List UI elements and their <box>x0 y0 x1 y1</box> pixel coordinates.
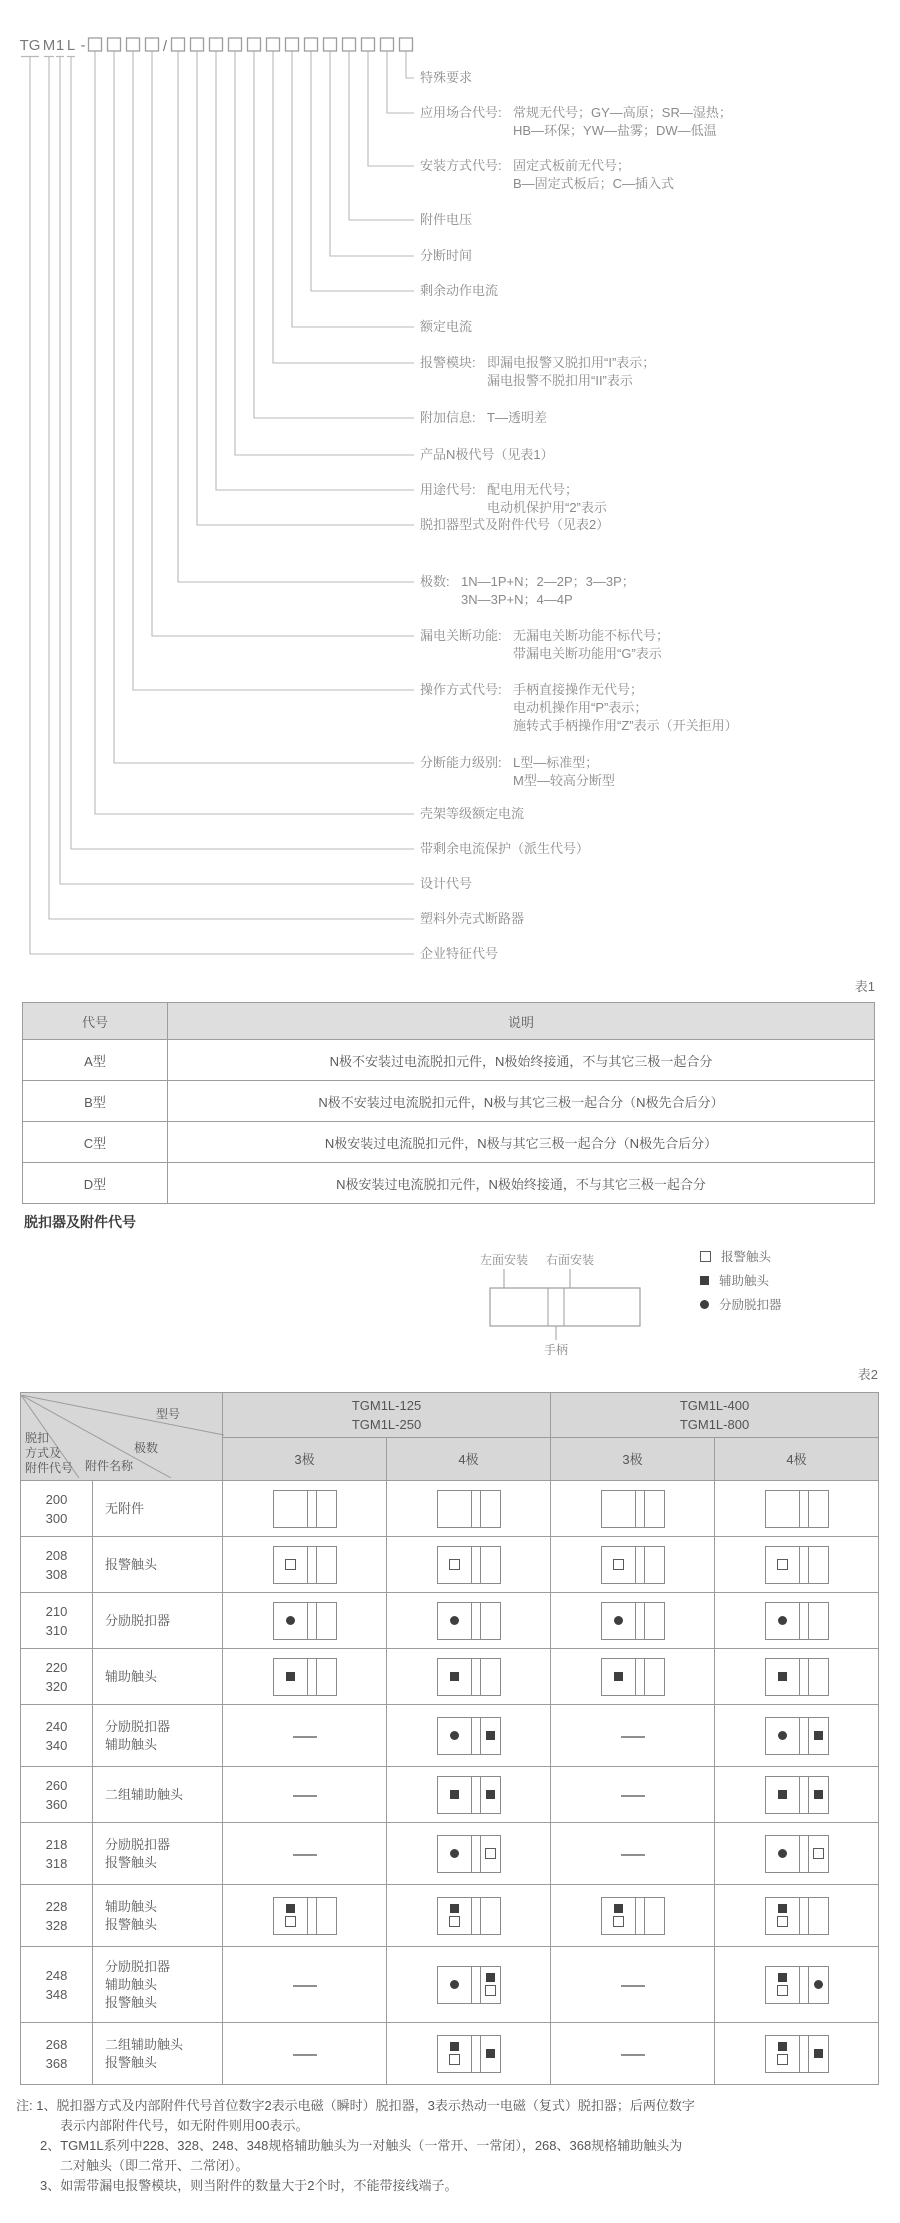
breaker-symbol-box <box>765 1776 829 1814</box>
table1-cell: C型 <box>23 1122 168 1163</box>
code-label <box>387 52 732 139</box>
symbol-cell <box>715 1481 879 1537</box>
symbol-cell <box>387 1537 551 1593</box>
table2-row <box>21 1649 879 1705</box>
aux-symbol <box>486 1973 495 1982</box>
aux-symbol <box>286 1672 295 1681</box>
aux-symbol <box>486 2049 495 2058</box>
dash <box>621 1795 645 1797</box>
note-line: 表示内部附件代号，如无附件则用00表示。 <box>60 2118 309 2133</box>
code-box <box>89 38 102 51</box>
aux-symbol <box>286 1904 295 1913</box>
aux-symbol <box>614 1672 623 1681</box>
legend-label: 分励脱扣器 <box>719 1298 782 1312</box>
alarm-symbol <box>449 1916 460 1927</box>
breaker-symbol-box <box>437 1490 501 1528</box>
code-label-desc: 固定式板前无代号； <box>513 158 631 173</box>
accessory-code-cell: 218 318 <box>21 1823 93 1885</box>
code-slash: / <box>162 38 168 55</box>
code-label-desc: 带漏电关断功能用“G”表示 <box>513 646 662 661</box>
symbol-cell <box>715 2023 879 2085</box>
table2-row <box>21 1823 879 1885</box>
aux-symbol <box>814 2049 823 2058</box>
code-label-title: 剩余动作电流 <box>420 283 499 298</box>
code-box <box>324 38 337 51</box>
symbol-cell <box>551 1823 715 1885</box>
code-box <box>229 38 242 51</box>
symbol-cell <box>551 1767 715 1823</box>
dash <box>293 1854 317 1856</box>
accessory-code-cell: 210 310 <box>21 1593 93 1649</box>
symbol-cell <box>551 1649 715 1705</box>
corner-model-label: 型号 <box>156 1407 181 1421</box>
breaker-symbol-box <box>765 1602 829 1640</box>
legend-label: 辅助触头 <box>719 1274 770 1288</box>
aux-symbol <box>778 1973 787 1982</box>
symbol-cell <box>223 1649 387 1705</box>
code-label-desc: HB—环保；YW—盐雾；DW—低温 <box>513 123 717 138</box>
accessory-name-cell: 辅助触头 <box>93 1649 223 1705</box>
code-label <box>60 57 472 891</box>
alarm-symbol <box>613 1559 624 1570</box>
code-char: 1 <box>55 37 65 54</box>
code-label-title: 漏电关断功能: <box>420 628 502 643</box>
table2-row <box>21 1481 879 1537</box>
accessory-name-cell: 分励脱扣器 <box>93 1593 223 1649</box>
code-char: TG <box>19 37 41 54</box>
dash <box>621 1985 645 1987</box>
handle-label: 手柄 <box>544 1343 569 1357</box>
accessory-code-cell: 268 368 <box>21 2023 93 2085</box>
breaker-symbol-box <box>437 1966 501 2004</box>
alarm-symbol <box>449 1559 460 1570</box>
shunt-symbol <box>450 1616 459 1625</box>
model-group-header: TGM1L-400 TGM1L-800 <box>551 1393 879 1438</box>
model-code-diagram <box>0 0 900 1000</box>
code-label-title: 分断时间 <box>420 248 473 263</box>
note-line: 2、TGM1L系列中228、328、248、348规格辅助触头为一对触头（一常开、一常闭），268、368规格辅助触头为 <box>40 2138 683 2153</box>
code-box <box>305 38 318 51</box>
accessory-name-cell: 二组辅助触头 报警触头 <box>93 2023 223 2085</box>
alarm-symbol <box>485 1985 496 1996</box>
model-group-header: TGM1L-125 TGM1L-250 <box>223 1393 551 1438</box>
aux-symbol-icon <box>700 1276 709 1285</box>
code-label-title: 应用场合代号: <box>420 105 502 120</box>
pole-header: 3极 <box>551 1438 715 1481</box>
breaker-symbol-box <box>437 1602 501 1640</box>
pole-header: 4极 <box>387 1438 551 1481</box>
breaker-symbol-box <box>601 1602 665 1640</box>
table1-caption: 表1 <box>854 979 875 994</box>
breaker-symbol-box <box>273 1490 337 1528</box>
n-pole-code-table <box>22 1002 875 1204</box>
code-label-desc: M型—较高分断型 <box>513 773 615 788</box>
table1-cell: B型 <box>23 1081 168 1122</box>
alarm-symbol-icon <box>700 1251 711 1262</box>
alarm-symbol <box>485 1848 496 1859</box>
accessory-code-cell: 220 320 <box>21 1649 93 1705</box>
table2-row <box>21 2023 879 2085</box>
pole-header: 3极 <box>223 1438 387 1481</box>
breaker-symbol-box <box>437 2035 501 2073</box>
breaker-symbol-box <box>437 1897 501 1935</box>
aux-symbol <box>486 1731 495 1740</box>
table1-row <box>23 1163 875 1204</box>
code-box <box>381 38 394 51</box>
accessory-name-cell: 二组辅助触头 <box>93 1767 223 1823</box>
code-label-desc: 电动机操作用“P”表示； <box>513 700 648 715</box>
breaker-symbol-box <box>601 1490 665 1528</box>
symbol-cell <box>551 1885 715 1947</box>
dash <box>293 1985 317 1987</box>
code-label-desc: 电动机保护用“2”表示 <box>487 500 607 515</box>
code-label-title: 带剩余电流保护（派生代号） <box>420 841 590 856</box>
table1-cell: N极不安装过电流脱扣元件，N极始终接通，不与其它三极一起合分 <box>168 1040 875 1081</box>
breaker-symbol-box <box>437 1776 501 1814</box>
symbol-cell <box>223 1885 387 1947</box>
alarm-symbol <box>449 2054 460 2065</box>
code-box <box>108 38 121 51</box>
symbol-cell <box>387 2023 551 2085</box>
shunt-symbol <box>450 1731 459 1740</box>
dash <box>293 1795 317 1797</box>
code-box <box>286 38 299 51</box>
aux-symbol <box>450 1904 459 1913</box>
code-label-title: 脱扣器型式及附件代号（见表2） <box>420 517 610 532</box>
symbol-cell <box>551 1593 715 1649</box>
code-box <box>343 38 356 51</box>
table2-row <box>21 1767 879 1823</box>
symbol-cell <box>715 1593 879 1649</box>
code-label <box>216 52 608 516</box>
code-label-title: 极数: <box>420 574 450 589</box>
shunt-symbol <box>286 1616 295 1625</box>
breaker-symbol-box <box>273 1546 337 1584</box>
note-line: 注: 1、脱扣器方式及内部附件代号首位数字2表示电磁（瞬时）脱扣器，3表示热动一电磁（复式）脱扣器；后两位数字 <box>16 2098 695 2113</box>
code-label-title: 塑料外壳式断路器 <box>420 911 525 926</box>
accessory-name-cell: 报警触头 <box>93 1537 223 1593</box>
table2-row <box>21 1947 879 2023</box>
code-label <box>406 52 472 86</box>
note-line: 3、如需带漏电报警模块，则当附件的数量大于2个时，不能带接线端子。 <box>40 2178 458 2193</box>
accessory-mount-diagram <box>460 1240 690 1370</box>
symbol-cell <box>387 1593 551 1649</box>
symbol-cell <box>387 1481 551 1537</box>
table1-header-row <box>23 1003 875 1040</box>
code-label-desc: 常规无代号；GY—高原；SR—湿热； <box>513 105 732 120</box>
table1-row <box>23 1122 875 1163</box>
table1-row <box>23 1040 875 1081</box>
code-box <box>248 38 261 51</box>
alarm-symbol <box>777 1985 788 1996</box>
symbol-legend <box>700 1244 782 1316</box>
symbol-cell <box>551 1705 715 1767</box>
alarm-symbol <box>285 1916 296 1927</box>
table1-cell: N极安装过电流脱扣元件，N极始终接通，不与其它三极一起合分 <box>168 1163 875 1204</box>
table2-row <box>21 1705 879 1767</box>
aux-symbol <box>486 1790 495 1799</box>
breaker-symbol-box <box>765 1966 829 2004</box>
corner-trip-code-label: 附件代号 <box>25 1461 74 1475</box>
breaker-symbol-box <box>601 1658 665 1696</box>
symbol-cell <box>551 1481 715 1537</box>
symbol-cell <box>223 2023 387 2085</box>
code-label <box>368 52 674 192</box>
symbol-cell <box>387 1885 551 1947</box>
accessory-code-cell: 208 308 <box>21 1537 93 1593</box>
symbol-cell <box>223 1767 387 1823</box>
code-label-title: 产品N极代号（见表1） <box>420 447 554 462</box>
symbol-cell <box>715 1823 879 1885</box>
code-label-desc: 配电用无代号； <box>487 482 579 497</box>
breaker-symbol-box <box>437 1658 501 1696</box>
dash <box>621 1854 645 1856</box>
table1-row <box>23 1081 875 1122</box>
code-label-title: 操作方式代号: <box>420 682 502 697</box>
code-box <box>172 38 185 51</box>
shunt-symbol <box>614 1616 623 1625</box>
symbol-cell <box>715 1767 879 1823</box>
symbol-cell <box>715 1537 879 1593</box>
code-label-title: 安装方式代号: <box>420 158 502 173</box>
code-label-title: 额定电流 <box>420 319 473 334</box>
code-label-desc: L型—标准型； <box>513 755 599 770</box>
alarm-symbol <box>777 1559 788 1570</box>
code-box <box>362 38 375 51</box>
table2-corner-cell <box>21 1393 223 1481</box>
breaker-symbol-box <box>273 1602 337 1640</box>
code-char: M <box>42 37 56 54</box>
code-box <box>210 38 223 51</box>
aux-symbol <box>814 1790 823 1799</box>
breaker-symbol-box <box>601 1546 665 1584</box>
dash <box>621 1736 645 1738</box>
accessory-code-cell: 240 340 <box>21 1705 93 1767</box>
code-char: L <box>66 37 76 54</box>
legend-item <box>700 1292 782 1316</box>
code-label-title: 特殊要求 <box>420 70 473 85</box>
symbol-cell <box>387 1823 551 1885</box>
code-label-desc: T—透明差 <box>487 410 547 425</box>
code-box <box>191 38 204 51</box>
corner-trip-code-label: 脱扣 <box>25 1431 50 1445</box>
code-box <box>127 38 140 51</box>
code-label-title: 附加信息: <box>420 410 476 425</box>
breaker-symbol-box <box>273 1658 337 1696</box>
code-label-desc: 无漏电关断功能不标代号； <box>513 628 670 643</box>
alarm-symbol <box>777 2054 788 2065</box>
code-label-title: 用途代号: <box>420 482 476 497</box>
aux-symbol <box>778 1790 787 1799</box>
code-label-desc: 手柄直接操作无代号； <box>513 682 644 697</box>
accessory-code-cell: 228 328 <box>21 1885 93 1947</box>
aux-symbol <box>778 1672 787 1681</box>
code-label-desc: 3N—3P+N；4—4P <box>461 592 573 607</box>
code-box <box>267 38 280 51</box>
symbol-cell <box>223 1947 387 2023</box>
alarm-symbol <box>813 1848 824 1859</box>
table1-header-cell: 代号 <box>23 1003 168 1040</box>
left-mount-label: 左面安装 <box>480 1253 529 1267</box>
table2-caption: 表2 <box>857 1367 878 1382</box>
aux-symbol <box>450 2042 459 2051</box>
accessory-code-cell: 248 348 <box>21 1947 93 2023</box>
breaker-symbol-box <box>273 1897 337 1935</box>
code-dash: - <box>80 37 86 54</box>
aux-symbol <box>778 2042 787 2051</box>
corner-accessory-name-label: 附件名称 <box>85 1459 134 1473</box>
code-label-title: 设计代号 <box>420 876 473 891</box>
symbol-cell <box>715 1947 879 2023</box>
symbol-cell <box>551 1947 715 2023</box>
code-label-title: 报警模块: <box>420 355 476 370</box>
alarm-symbol <box>285 1559 296 1570</box>
symbol-cell <box>223 1537 387 1593</box>
legend-label: 报警触头 <box>721 1250 772 1264</box>
accessory-name-cell: 分励脱扣器 报警触头 <box>93 1823 223 1885</box>
breaker-symbol-box <box>437 1835 501 1873</box>
shunt-symbol <box>450 1849 459 1858</box>
code-label-title: 企业特征代号 <box>420 946 499 961</box>
breaker-symbol-box <box>437 1546 501 1584</box>
symbol-cell <box>551 2023 715 2085</box>
legend-item <box>700 1244 782 1268</box>
pole-header: 4极 <box>715 1438 879 1481</box>
symbol-cell <box>715 1649 879 1705</box>
aux-symbol <box>450 1672 459 1681</box>
symbol-cell <box>387 1705 551 1767</box>
accessory-code-cell: 260 360 <box>21 1767 93 1823</box>
symbol-cell <box>387 1947 551 2023</box>
accessory-name-cell: 辅助触头 报警触头 <box>93 1885 223 1947</box>
table1-header-cell: 说明 <box>168 1003 875 1040</box>
breaker-symbol-box <box>765 1717 829 1755</box>
symbol-cell <box>387 1767 551 1823</box>
accessory-name-cell: 分励脱扣器 辅助触头 报警触头 <box>93 1947 223 2023</box>
accessory-code-cell: 200 300 <box>21 1481 93 1537</box>
symbol-cell <box>715 1705 879 1767</box>
code-label-title: 附件电压 <box>420 212 473 227</box>
code-label-title: 壳架等级额定电流 <box>420 806 525 821</box>
notes <box>16 2096 695 2196</box>
legend-item <box>700 1268 782 1292</box>
table2-row <box>21 1885 879 1947</box>
dash <box>293 1736 317 1738</box>
breaker-symbol-box <box>601 1897 665 1935</box>
table1-cell: N极不安装过电流脱扣元件，N极与其它三极一起合分（N极先合后分） <box>168 1081 875 1122</box>
breaker-symbol-box <box>765 1835 829 1873</box>
code-box <box>400 38 413 51</box>
shunt-symbol-icon <box>700 1300 709 1309</box>
corner-poles-label: 极数 <box>134 1441 159 1455</box>
code-label-desc: 即漏电报警又脱扣用“I”表示； <box>487 355 656 370</box>
table1-cell: N极安装过电流脱扣元件，N极与其它三极一起合分（N极先合后分） <box>168 1122 875 1163</box>
symbol-cell <box>715 1885 879 1947</box>
code-label-desc: 施转式手柄操作用“Z”表示（开关拒用） <box>513 718 738 733</box>
alarm-symbol <box>613 1916 624 1927</box>
code-label-title: 分断能力级别: <box>420 755 502 770</box>
symbol-cell <box>223 1481 387 1537</box>
accessory-name-cell: 分励脱扣器 辅助触头 <box>93 1705 223 1767</box>
right-mount-label: 右面安装 <box>546 1253 595 1267</box>
symbol-cell <box>223 1593 387 1649</box>
aux-symbol <box>450 1790 459 1799</box>
code-box <box>146 38 159 51</box>
shunt-symbol <box>450 1980 459 1989</box>
alarm-symbol <box>777 1916 788 1927</box>
dash <box>621 2054 645 2056</box>
note-line: 二对触头（即二常开、二常闭）。 <box>60 2158 249 2173</box>
aux-symbol <box>778 1904 787 1913</box>
breaker-symbol-box <box>765 1897 829 1935</box>
breaker-symbol-box <box>765 1658 829 1696</box>
code-label-desc: 漏电报警不脱扣用“II”表示 <box>487 373 633 388</box>
accessory-section-heading: 脱扣器及附件代号 <box>24 1214 136 1230</box>
breaker-symbol-box <box>437 1717 501 1755</box>
table1-cell: D型 <box>23 1163 168 1204</box>
symbol-cell <box>551 1537 715 1593</box>
table2-row <box>21 1537 879 1593</box>
trip-accessory-code-table <box>20 1392 879 2085</box>
dash <box>293 2054 317 2056</box>
breaker-symbol-box <box>765 1490 829 1528</box>
accessory-name-cell: 无附件 <box>93 1481 223 1537</box>
breaker-body <box>490 1288 640 1326</box>
table1-cell: A型 <box>23 1040 168 1081</box>
corner-trip-code-label: 方式及 <box>25 1446 62 1460</box>
aux-symbol <box>614 1904 623 1913</box>
shunt-symbol <box>814 1980 823 1989</box>
table2-row <box>21 1593 879 1649</box>
symbol-cell <box>223 1705 387 1767</box>
code-label <box>30 57 498 961</box>
shunt-symbol <box>778 1849 787 1858</box>
breaker-symbol-box <box>765 2035 829 2073</box>
code-label-desc: B—固定式板后；C—插入式 <box>513 176 675 191</box>
breaker-symbol-box <box>765 1546 829 1584</box>
shunt-symbol <box>778 1731 787 1740</box>
symbol-cell <box>223 1823 387 1885</box>
aux-symbol <box>814 1731 823 1740</box>
symbol-cell <box>387 1649 551 1705</box>
code-label-desc: 1N—1P+N；2—2P；3—3P； <box>461 574 635 589</box>
shunt-symbol <box>778 1616 787 1625</box>
